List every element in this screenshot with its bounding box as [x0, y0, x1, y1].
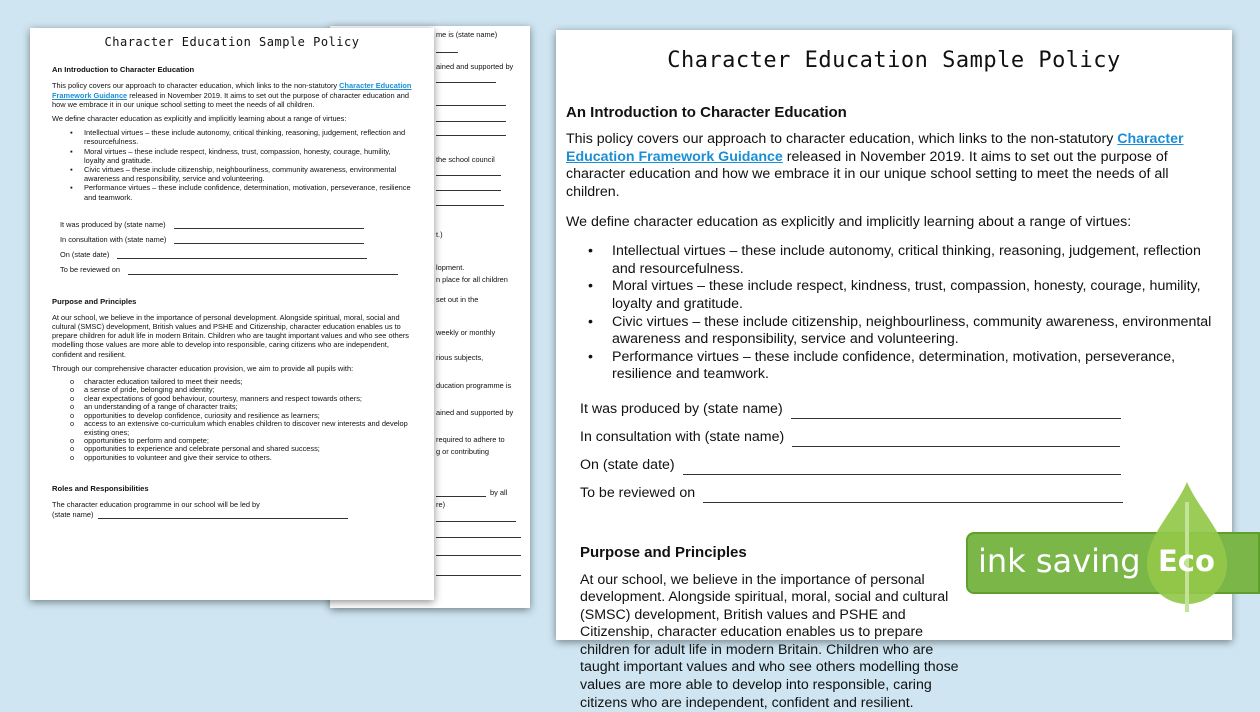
intro-paragraph	[566, 131, 1222, 201]
bullet-icon: •	[588, 278, 593, 296]
roles-paragraph: The character education programme in our school will be led by	[52, 500, 412, 509]
form-label: To be reviewed on	[580, 485, 695, 503]
back-text: by all	[490, 488, 507, 497]
list-item	[588, 243, 1222, 278]
aims-intro: Through our comprehensive character education provision, we aim to provide all pupils with:	[52, 364, 412, 373]
blank-line	[436, 205, 504, 206]
circle-bullet-icon: o	[70, 403, 74, 411]
document-title: Character Education Sample Policy	[52, 38, 412, 47]
circle-bullet-icon: o	[70, 454, 74, 462]
text: This policy covers our approach to character education, which links to the non-statutory	[566, 131, 1117, 147]
blank-line	[436, 121, 506, 122]
bullet-icon: •	[588, 349, 593, 367]
blank-line	[436, 555, 521, 556]
text: character education tailored to meet their needs;	[84, 377, 243, 386]
circle-bullet-icon: o	[70, 395, 74, 403]
blank-line	[174, 228, 364, 229]
blank-line	[436, 537, 521, 538]
form-label: It was produced by (state name)	[60, 220, 166, 229]
form-label: In consultation with (state name)	[60, 235, 166, 244]
text: Civic virtues – these include citizenship, neighbourliness, community awareness, environmental awareness and responsibility, service and volunteering.	[84, 165, 396, 183]
bullet-icon: ▪	[70, 147, 73, 156]
blank-line	[436, 521, 516, 522]
back-text: me is (state name)	[436, 30, 497, 39]
framework-guidance-link[interactable]: Character Education Framework Guidance	[566, 131, 1183, 165]
form-row	[580, 458, 1222, 475]
blank-line	[117, 258, 367, 259]
blank-line	[436, 496, 486, 497]
blank-line	[792, 446, 1120, 447]
blank-line	[128, 274, 398, 275]
list-item	[70, 147, 412, 165]
text: opportunities to develop confidence, curiosity and resilience as learners;	[84, 411, 320, 420]
virtues-list	[70, 128, 412, 202]
back-text: ained and supported by	[436, 408, 513, 417]
eco-label: Eco	[1158, 544, 1215, 578]
bullet-icon: ▪	[70, 183, 73, 192]
circle-bullet-icon: o	[70, 412, 74, 420]
form-label: (state name)	[52, 510, 94, 519]
back-text: n place for all children	[436, 275, 508, 284]
form-row	[580, 430, 1222, 447]
purpose-paragraph: At our school, we believe in the importance of personal development. Alongside spiritual, moral, social and cultural (SMSC) development, British values and PSHE and Citizenship, character education enables us to prepare children for adult life in modern Britain. Children who are taught important values and who see others modelling those values are more able to develop into responsible, caring citizens who are independent, confident and resilient.	[52, 313, 412, 359]
form-label: On (state date)	[580, 457, 675, 475]
purpose-heading: Purpose and Principles	[52, 297, 412, 306]
document-title: Character Education Sample Policy	[566, 52, 1222, 70]
back-text: t.)	[436, 230, 443, 239]
text: Moral virtues – these include respect, kindness, trust, compassion, honesty, courage, humility, loyalty and gratitude.	[84, 147, 391, 165]
blank-line	[436, 52, 458, 53]
list-item	[70, 165, 412, 183]
list-item	[70, 128, 412, 146]
blank-line	[436, 575, 521, 576]
text: Intellectual virtues – these include autonomy, critical thinking, reasoning, judgement, reflection and resourcefulness.	[612, 243, 1201, 277]
text: Performance virtues – these include confidence, determination, motivation, perseverance, resilience and teamwork.	[612, 349, 1175, 383]
virtues-list	[588, 243, 1222, 384]
blank-line	[436, 175, 501, 176]
circle-bullet-icon: o	[70, 378, 74, 386]
form-row	[60, 220, 412, 229]
virtues-intro: We define character education as explicitly and implicitly learning about a range of virtues:	[566, 214, 1222, 232]
circle-bullet-icon: o	[70, 445, 74, 453]
back-text: required to adhere to	[436, 435, 505, 444]
text: Civic virtues – these include citizenship, neighbourliness, community awareness, environmental awareness and responsibility, service and volunteering.	[612, 314, 1211, 348]
form-label: It was produced by (state name)	[580, 401, 783, 419]
form-label: In consultation with (state name)	[580, 429, 784, 447]
ink-saving-label: ink saving	[978, 542, 1141, 580]
text: an understanding of a range of character traits;	[84, 402, 238, 411]
bullet-icon: •	[588, 314, 593, 332]
text: released in November 2019. It aims to set out the purpose of character education and how we embrace it in our unique school setting to meet the needs of all children.	[52, 91, 409, 109]
intro-heading: An Introduction to Character Education	[52, 65, 412, 74]
blank-line	[436, 135, 506, 136]
back-text: set out in the	[436, 295, 478, 304]
roles-heading: Roles and Responsibilities	[52, 484, 412, 493]
list-item	[588, 349, 1222, 384]
form-row	[580, 402, 1222, 419]
text: opportunities to perform and compete;	[84, 436, 209, 445]
blank-line	[174, 243, 364, 244]
bullet-icon: •	[588, 243, 593, 261]
blank-line	[703, 502, 1123, 503]
list-item	[588, 278, 1222, 313]
back-text: re)	[436, 500, 445, 509]
text: released in November 2019. It aims to set out the purpose of character education and how we embrace it in our unique school setting to meet the needs of all children.	[566, 149, 1169, 200]
text: Performance virtues – these include confidence, determination, motivation, perseverance, resilience and teamwork.	[84, 183, 411, 201]
blank-line	[683, 474, 1121, 475]
list-item	[70, 454, 412, 462]
list-item	[70, 183, 412, 201]
form-label: On (state date)	[60, 250, 109, 259]
back-text: ained and supported by	[436, 62, 513, 71]
bullet-icon: ▪	[70, 165, 73, 174]
virtues-intro: We define character education as explicitly and implicitly learning about a range of virtues:	[52, 114, 412, 123]
blank-line	[436, 105, 506, 106]
purpose-paragraph: At our school, we believe in the importance of personal development. Alongside spiritual, moral, social and cultural (SMSC) development, British values and PSHE and Citizenship, character education enables us to prepare children for adult life in modern Britain. Children who are taught important values and who see others modelling those values are more able to develop into responsible, caring citizens who are independent, confident and resilient.	[580, 572, 960, 712]
back-text: the school council	[436, 155, 495, 164]
purpose-heading: Purpose and Principles	[580, 544, 1222, 562]
form-row	[60, 235, 412, 244]
text: access to an extensive co-curriculum which enables children to discover new interests and develop existing ones;	[84, 419, 408, 436]
form-row	[60, 265, 412, 274]
blank-line	[98, 518, 348, 519]
circle-bullet-icon: o	[70, 420, 74, 428]
back-text: lopment.	[436, 263, 464, 272]
back-text: g or contributing	[436, 447, 489, 456]
text: opportunities to volunteer and give their service to others.	[84, 453, 272, 462]
bullet-icon: ▪	[70, 128, 73, 137]
circle-bullet-icon: o	[70, 437, 74, 445]
form-row	[580, 486, 1222, 503]
form-label: To be reviewed on	[60, 265, 120, 274]
blank-line	[436, 190, 501, 191]
blank-line	[436, 82, 496, 83]
back-text: rious subjects,	[436, 353, 483, 362]
text: a sense of pride, belonging and identity;	[84, 385, 215, 394]
circle-bullet-icon: o	[70, 386, 74, 394]
text: Intellectual virtues – these include autonomy, critical thinking, reasoning, judgement, reflection and resourcefulness.	[84, 128, 405, 146]
text: opportunities to experience and celebrate personal and shared success;	[84, 444, 320, 453]
intro-paragraph	[52, 81, 412, 109]
intro-heading: An Introduction to Character Education	[566, 104, 1222, 122]
text: clear expectations of good behaviour, courtesy, manners and respect towards others;	[84, 394, 362, 403]
list-item	[588, 314, 1222, 349]
form-row	[52, 510, 412, 519]
text: Moral virtues – these include respect, kindness, trust, compassion, honesty, courage, humility, loyalty and gratitude.	[612, 278, 1201, 312]
aims-list	[70, 378, 412, 462]
front-page-preview	[30, 28, 434, 600]
form-row	[60, 250, 412, 259]
framework-guidance-link[interactable]: Character Education Framework Guidance	[52, 81, 411, 99]
back-text: ducation programme is	[436, 381, 511, 390]
list-item	[70, 420, 412, 437]
text: This policy covers our approach to character education, which links to the non-statutory	[52, 81, 339, 90]
back-text: weekly or monthly	[436, 328, 495, 337]
blank-line	[791, 418, 1121, 419]
